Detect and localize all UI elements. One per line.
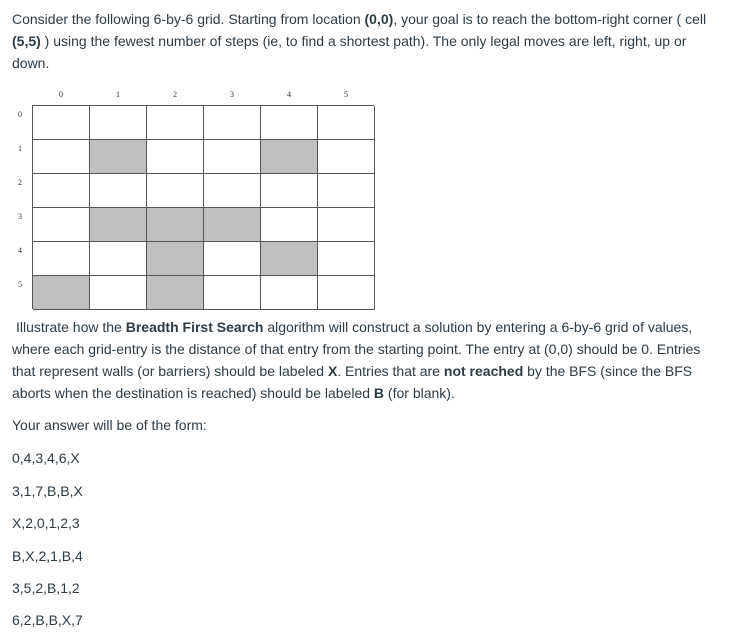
open-cell bbox=[33, 208, 90, 242]
wall-cell bbox=[90, 208, 147, 242]
column-label: 0 bbox=[59, 90, 63, 99]
open-cell bbox=[204, 140, 261, 174]
wall-cell bbox=[147, 242, 204, 276]
open-cell bbox=[147, 106, 204, 140]
row-label: 5 bbox=[18, 280, 22, 289]
open-cell bbox=[33, 174, 90, 208]
open-cell bbox=[204, 174, 261, 208]
open-cell bbox=[318, 276, 375, 310]
open-cell bbox=[33, 242, 90, 276]
open-cell bbox=[261, 174, 318, 208]
wall-cell bbox=[261, 242, 318, 276]
blank-symbol: B bbox=[373, 385, 385, 401]
row-label: 0 bbox=[18, 110, 22, 119]
open-cell bbox=[33, 140, 90, 174]
intro-text-3: ) using the fewest number of steps (ie, to find a shortest path). The only legal moves are left, right, up or down. bbox=[12, 33, 687, 71]
open-cell bbox=[204, 276, 261, 310]
open-cell bbox=[261, 106, 318, 140]
start-cell: (0,0) bbox=[364, 11, 394, 27]
instructions-text-4: by the BFS (since the BFS aborts when the destination is reached) should be labeled bbox=[12, 363, 693, 401]
instructions-text-2: algorithm will construct a solution by entering a 6-by-6 grid of values, where each grid-entry is the distance of that entry from the starting point. The entry at (0,0) should be 0. Entries that represent walls (or barriers) should be labeled bbox=[12, 319, 701, 379]
open-cell bbox=[261, 276, 318, 310]
instructions-text-5: (for blank). bbox=[384, 385, 455, 401]
open-cell bbox=[90, 174, 147, 208]
intro-text-1: Consider the following 6-by-6 grid. Starting from location bbox=[12, 11, 365, 27]
goal-cell: (5,5) bbox=[12, 33, 41, 49]
instructions-text-1: Illustrate how the bbox=[16, 319, 126, 335]
instructions-text-3: . Entries that are bbox=[337, 363, 444, 379]
column-label: 1 bbox=[116, 90, 120, 99]
open-cell bbox=[204, 106, 261, 140]
wall-cell bbox=[90, 140, 147, 174]
column-label: 2 bbox=[173, 90, 177, 99]
row-label: 3 bbox=[18, 212, 22, 221]
not-reached-term: not reached bbox=[443, 363, 524, 379]
row-label: 2 bbox=[18, 178, 22, 187]
example-line: 3,1,7,B,B,X bbox=[12, 483, 83, 499]
wall-symbol: X bbox=[327, 363, 338, 379]
open-cell bbox=[261, 208, 318, 242]
wall-cell bbox=[204, 208, 261, 242]
column-label: 3 bbox=[230, 90, 234, 99]
answer-form-label: Your answer will be of the form: bbox=[12, 417, 207, 433]
column-label: 4 bbox=[287, 90, 291, 99]
open-cell bbox=[318, 242, 375, 276]
wall-cell bbox=[261, 140, 318, 174]
wall-cell bbox=[33, 276, 90, 310]
open-cell bbox=[318, 208, 375, 242]
example-line: 3,5,2,B,1,2 bbox=[12, 580, 80, 596]
open-cell bbox=[147, 174, 204, 208]
open-cell bbox=[90, 276, 147, 310]
problem-intro bbox=[12, 8, 724, 74]
open-cell bbox=[90, 106, 147, 140]
example-line: B,X,2,1,B,4 bbox=[12, 548, 83, 564]
example-line: 6,2,B,B,X,7 bbox=[12, 612, 83, 628]
open-cell bbox=[90, 242, 147, 276]
maze-grid bbox=[32, 105, 374, 309]
open-cell bbox=[318, 106, 375, 140]
wall-cell bbox=[147, 208, 204, 242]
example-line: X,2,0,1,2,3 bbox=[12, 515, 80, 531]
open-cell bbox=[204, 242, 261, 276]
row-label: 1 bbox=[18, 144, 22, 153]
intro-text-2: , your goal is to reach the bottom-right corner ( cell bbox=[393, 11, 707, 27]
example-line: 0,4,3,4,6,X bbox=[12, 450, 80, 466]
wall-cell bbox=[147, 276, 204, 310]
open-cell bbox=[33, 106, 90, 140]
open-cell bbox=[147, 140, 204, 174]
instructions bbox=[12, 316, 724, 404]
row-label: 4 bbox=[18, 246, 22, 255]
open-cell bbox=[318, 140, 375, 174]
column-label: 5 bbox=[344, 90, 348, 99]
algorithm-name: Breadth First Search bbox=[125, 319, 264, 335]
open-cell bbox=[318, 174, 375, 208]
